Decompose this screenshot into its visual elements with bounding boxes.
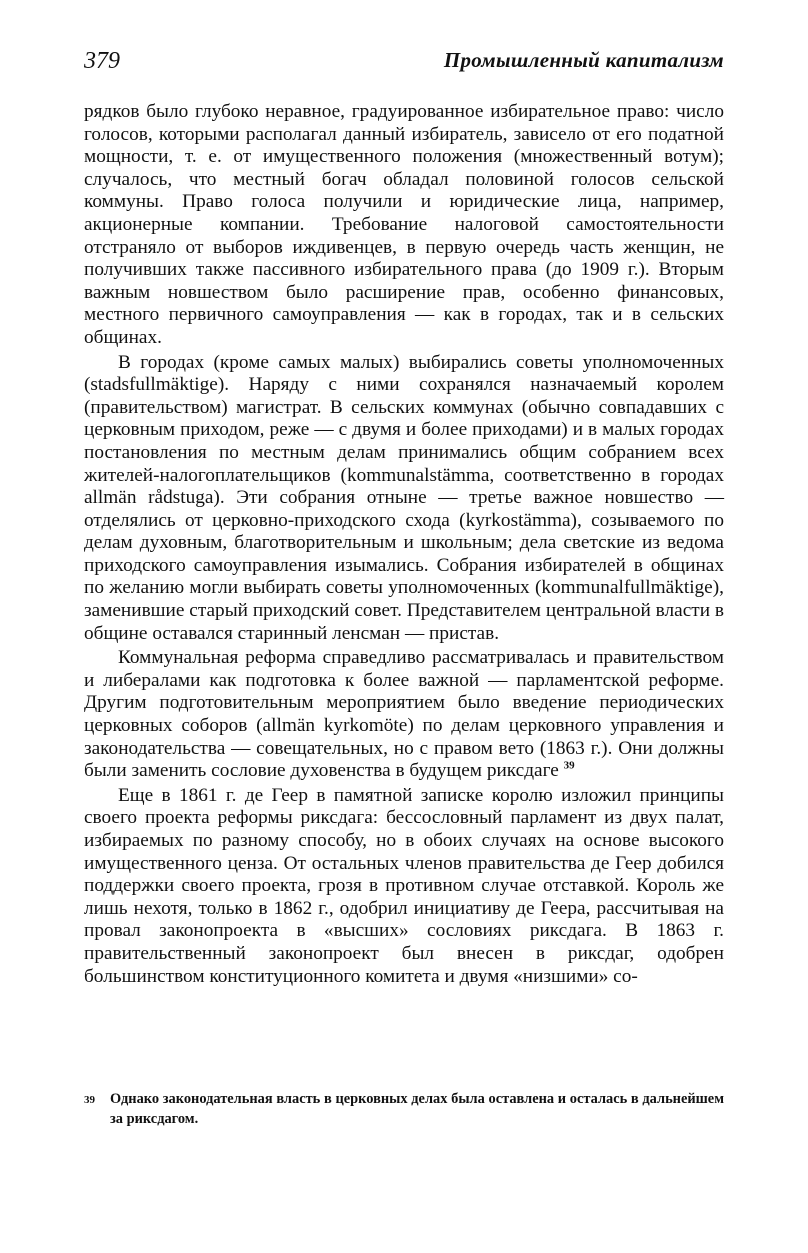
main-text [84,101,724,988]
footnote-number: 39 [84,1094,95,1106]
paragraph-2: В городах (кроме самых малых) выбирались советы уполномоченных (stadsfullmäktige). Наряду с ними сохранялся назначаемый королем (правительством) магистрат. В сельских коммунах (обычно совпадавших с церковным приходом, реже — с двумя и более приходами) и в малых городах постановления по местным делам принимались общим собранием всех жителей-налогоплательщиков (kommunalstämma, соответственно в городах allmän rådstuga). Эти собрания отныне — третье важное новшество — отделялись от церковно-приходского схода (kyrkostämma), созываемого по делам духовным, благотворительным и школьным; дела светские из ведома приходского самоуправления изымались. Собрания избирателей в общинах по желанию могли выбирать советы уполномоченных (kommunalfullmäktige), заменившие старый приходский совет. Представителем центральной власти в общине оставался старинный ленсман — пристав. [84,351,724,644]
page-header [84,48,724,78]
footnote [84,1089,724,1129]
paragraph-1: рядков было глубоко неравное, градуированное избирательное право: число голосов, которыми располагал данный избиратель, зависело от его податной мощности, т. е. от имущественного положения (множественный вотум); случалось, что местный богач обладал половиной голосов сельской коммуны. Право голоса получили и юридические лица, например, акционерные компании. Требование налоговой самостоятельности отстраняло от выборов иждивенцев, в первую очередь часть женщин, не получивших также пассивного избирательного права (до 1909 г.). Вторым важным новшеством было расширение прав, особенно финансовых, местного первичного самоуправления — как в городах, так и в сельских общинах. [84,101,724,348]
paragraph-3-text: Коммунальная реформа справедливо рассматривалась и правительством и либералами как подготовка к более важной — парламентской реформе. Другим подготовительным мероприятием было введение периодических церковных соборов (allmän kyrkomöte) по делам церковного управления и законодательства — совещательных, но с правом вето (1863 г.). Они должны были заменить сословие духовенства в будущем риксдаге [84,647,724,782]
footnote-reference: 39 [563,759,575,772]
paragraph-4: Еще в 1861 г. де Геер в памятной записке королю изложил принципы своего проекта реформы риксдага: бессословный парламент из двух палат, избираемых по разному способу, но в обоих случаях на основе высокого имущественного ценза. От остальных членов правительства де Геер добился поддержки своего проекта, грозя в противном случае отставкой. Король же лишь нехотя, только в 1862 г., одобрил инициативу де Геера, рассчитывая на провал законопроекта в «высших» сословиях риксдага. В 1863 г. правительственный законопроект был внесен в риксдаг, одобрен большинством конституционного комитета и двумя «низшими» со- [84,784,724,987]
running-head: Промышленный капитализм [443,48,724,72]
page-number: 379 [84,48,120,74]
footnote-text: Однако законодательная власть в церковных делах была оставлена и осталась в дальнейшем за риксдагом. [110,1091,724,1127]
paragraph-3 [84,647,724,783]
